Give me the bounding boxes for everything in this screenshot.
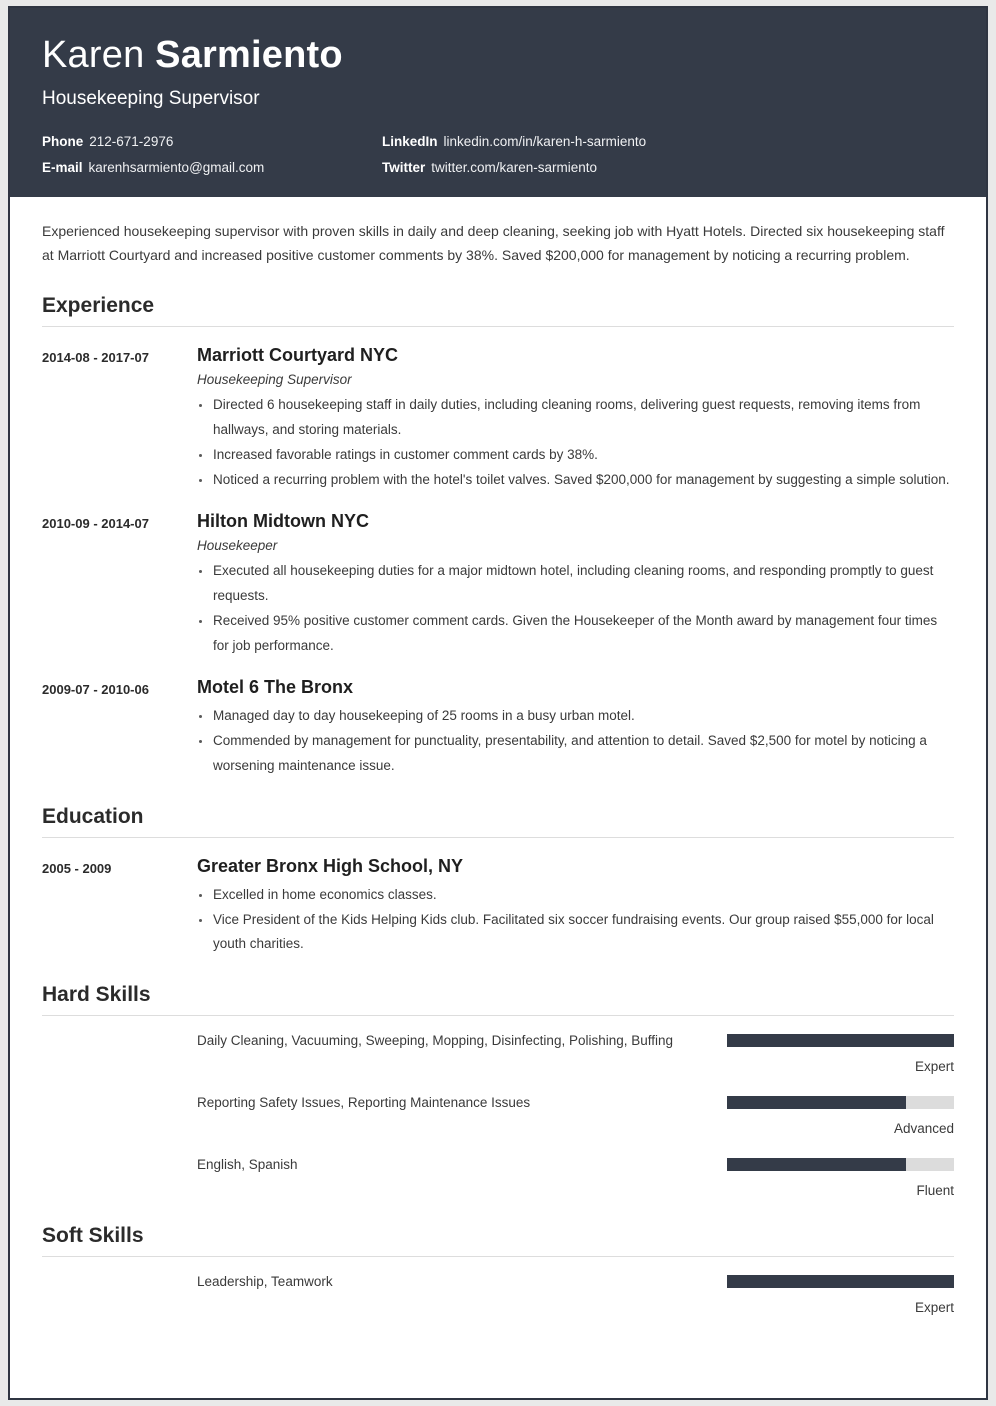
skill-body — [197, 1154, 954, 1198]
resume-sheet — [8, 6, 988, 1400]
skill-bar-fill — [727, 1275, 954, 1288]
section-education — [42, 805, 954, 958]
contact-email-label: E-mail — [42, 159, 83, 175]
entry-dates: 2014-08 - 2017-07 — [42, 349, 149, 365]
entry-dates: 2005 - 2009 — [42, 860, 112, 876]
candidate-last-name: Sarmiento — [155, 34, 343, 76]
entry-organization: Greater Bronx High School, NY — [197, 855, 464, 876]
entry-bullets — [197, 704, 954, 779]
contact-email-value[interactable]: karenhsarmiento@gmail.com — [88, 159, 265, 175]
contact-linkedin-label: LinkedIn — [382, 133, 438, 149]
skill-bar — [727, 1096, 954, 1109]
bullet-item: Vice President of the Kids Helping Kids club. Facilitated six soccer fundraising events. Our group raised $55,000 for local youth charities. — [197, 908, 954, 958]
entry-role: Housekeeper — [197, 537, 278, 553]
section-heading-hard-skills: Hard Skills — [42, 983, 954, 1016]
bullet-item: Noticed a recurring problem with the hotel's toilet valves. Saved $200,000 for management by suggesting a simple solution. — [197, 468, 954, 493]
entry-organization: Hilton Midtown NYC — [197, 510, 369, 531]
skill-names: Leadership, Teamwork — [197, 1273, 333, 1289]
bullet-item: Directed 6 housekeeping staff in daily duties, including cleaning rooms, delivering guest requests, removing items from hallways, and storing materials. — [197, 393, 954, 443]
candidate-first-name: Karen — [42, 34, 145, 76]
entry-dates: 2009-07 - 2010-06 — [42, 681, 149, 697]
entry-bullets — [197, 393, 954, 493]
skill-gutter — [42, 1030, 197, 1074]
skill-gutter — [42, 1271, 197, 1315]
resume-header — [10, 8, 986, 197]
resume-body — [10, 197, 986, 1316]
experience-entry — [42, 345, 954, 493]
entry-main — [197, 345, 954, 493]
skill-bar-fill — [727, 1096, 906, 1109]
skill-line — [197, 1092, 954, 1112]
skill-names: English, Spanish — [197, 1156, 298, 1172]
experience-entry — [42, 511, 954, 659]
section-heading-soft-skills: Soft Skills — [42, 1224, 954, 1257]
skill-bar — [727, 1034, 954, 1047]
contact-linkedin-value[interactable]: linkedin.com/in/karen-h-sarmiento — [443, 133, 647, 149]
skill-bar-track — [727, 1034, 954, 1047]
skill-level-label: Fluent — [916, 1183, 954, 1199]
entry-dates: 2010-09 - 2014-07 — [42, 515, 149, 531]
contact-twitter-value[interactable]: twitter.com/karen-sarmiento — [431, 159, 598, 175]
skill-gutter — [42, 1154, 197, 1198]
skill-gutter — [42, 1092, 197, 1136]
section-heading-experience: Experience — [42, 294, 954, 327]
skill-line — [197, 1271, 954, 1291]
skill-names: Daily Cleaning, Vacuuming, Sweeping, Mopping, Disinfecting, Polishing, Buffing — [197, 1032, 674, 1048]
entry-organization: Marriott Courtyard NYC — [197, 344, 399, 365]
bullet-item: Managed day to day housekeeping of 25 rooms in a busy urban motel. — [197, 704, 954, 729]
soft-skills-list — [42, 1271, 954, 1315]
contact-info-grid — [42, 134, 954, 175]
bullet-item: Executed all housekeeping duties for a major midtown hotel, including cleaning rooms, and responding promptly to guest requests. — [197, 559, 954, 609]
skill-line — [197, 1154, 954, 1174]
entry-main — [197, 511, 954, 659]
bullet-item: Received 95% positive customer comment cards. Given the Housekeeper of the Month award by management four times for job performance. — [197, 609, 954, 659]
skill-bar-track — [727, 1275, 954, 1288]
section-experience — [42, 294, 954, 779]
candidate-job-title: Housekeeping Supervisor — [42, 87, 260, 109]
skill-level-label: Expert — [914, 1300, 954, 1316]
section-soft-skills — [42, 1224, 954, 1315]
skill-level-label: Expert — [914, 1059, 954, 1075]
entry-bullets — [197, 559, 954, 659]
skill-bar-fill — [727, 1034, 954, 1047]
contact-phone-value[interactable]: 212-671-2976 — [89, 133, 174, 149]
entry-main — [197, 856, 954, 958]
hard-skills-list — [42, 1030, 954, 1198]
contact-phone-label: Phone — [42, 133, 84, 149]
skill-row — [42, 1030, 954, 1074]
professional-summary: Experienced housekeeping supervisor with proven skills in daily and deep cleaning, seeking job with Hyatt Hotels. Directed six housekeeping staff at Marriott Courtyard and increased positive customer comments by 38%. Saved $200,000 for management by noticing a recurring problem. — [42, 222, 945, 264]
skill-bar — [727, 1275, 954, 1288]
experience-entry — [42, 677, 954, 779]
skill-names: Reporting Safety Issues, Reporting Maintenance Issues — [197, 1094, 531, 1110]
contact-twitter — [382, 160, 954, 175]
skill-body — [197, 1092, 954, 1136]
skill-bar-fill — [727, 1158, 906, 1171]
bullet-item: Excelled in home economics classes. — [197, 883, 954, 908]
section-heading-education: Education — [42, 805, 954, 838]
skill-bar — [727, 1158, 954, 1171]
entry-main — [197, 677, 954, 779]
contact-email — [42, 160, 382, 175]
skill-row — [42, 1092, 954, 1136]
contact-linkedin — [382, 134, 954, 149]
skill-bar-track — [727, 1158, 954, 1171]
skill-body — [197, 1030, 954, 1074]
skill-line — [197, 1030, 954, 1050]
skill-row — [42, 1154, 954, 1198]
education-entry — [42, 856, 954, 958]
entry-role: Housekeeping Supervisor — [197, 371, 352, 387]
bullet-item: Commended by management for punctuality, presentability, and attention to detail. Saved $2,500 for motel by noticing a worsening maintenance issue. — [197, 729, 954, 779]
skill-row — [42, 1271, 954, 1315]
section-hard-skills — [42, 983, 954, 1198]
entry-bullets — [197, 883, 954, 958]
candidate-name — [42, 36, 954, 76]
contact-twitter-label: Twitter — [382, 159, 426, 175]
skill-body — [197, 1271, 954, 1315]
skill-bar-track — [727, 1096, 954, 1109]
contact-phone — [42, 134, 382, 149]
skill-level-label: Advanced — [893, 1121, 954, 1137]
entry-organization: Motel 6 The Bronx — [197, 676, 354, 697]
bullet-item: Increased favorable ratings in customer comment cards by 38%. — [197, 443, 954, 468]
